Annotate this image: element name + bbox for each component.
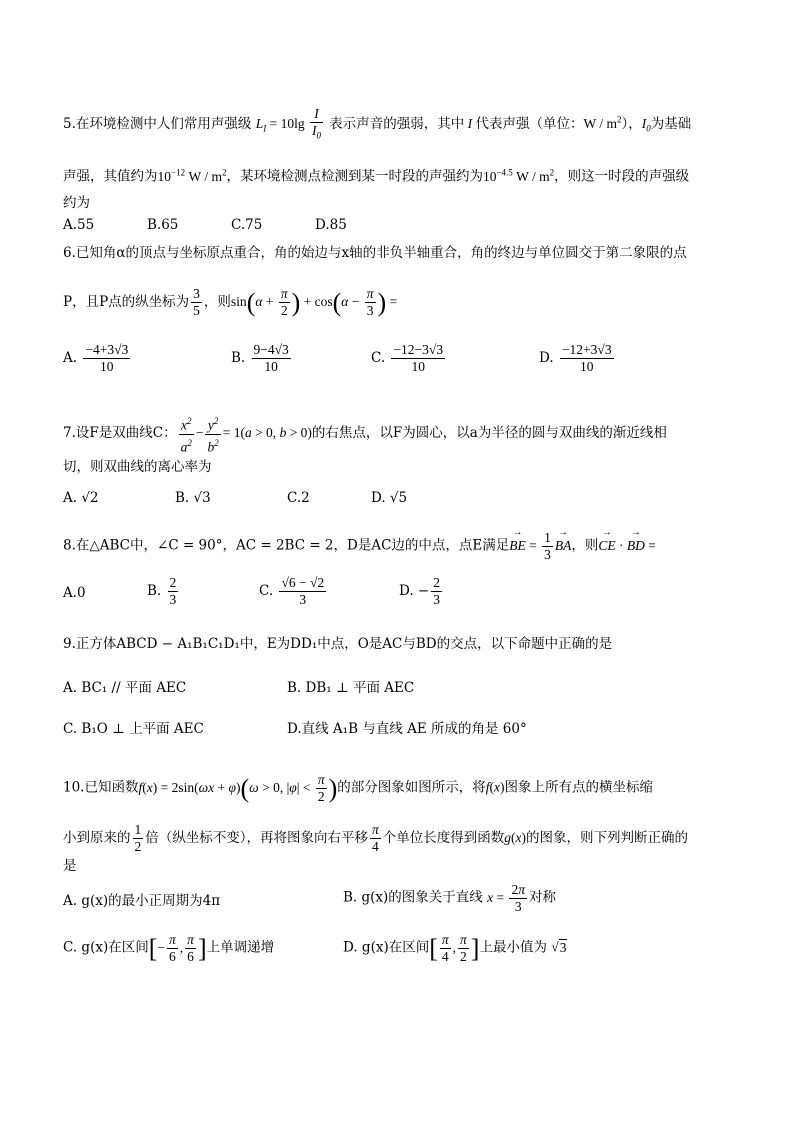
q5-text-a: 5.在环境检测中人们常用声强级: [63, 115, 252, 132]
q10-line2: 小到原来的 $\frac{1}{2}$ 倍（纵坐标不变），再将图象向右平移 $\frac{\pi}{4}$ 个单位长度得到函数g(x)的图象，则下列判断正确的: [63, 822, 689, 854]
q10-line1-b: 的部分图象如图所示，将: [337, 779, 486, 796]
q9-line1: 9.正方体ABCD − A₁B₁C₁D₁中，E为DD₁中点，O是AC与BD的交点，以下命题中正确的是: [63, 636, 613, 652]
q7-line1-b: 的右焦点，以F为圆心，以a为半径的圆与双曲线的渐近线相: [311, 425, 667, 442]
q7-line1: 7.设F是双曲线C： $\frac{x^2}{a^2}$ − $\frac{y^2}{b^2}$ = 1(a > 0, b > 0)的右焦点，以F为圆心，以a为半径的圆与双曲线的渐近线相: [63, 413, 732, 455]
q5-line1: 5.在环境检测中人们常用声强级 $L_I = 10\lg$ $\frac{I}{I_0}$ 表示声音的强弱，其中 I 代表声强（单位：W / $m^2$），$I_0$为基础: [63, 106, 692, 141]
q10-line2-a: 小到原来的: [63, 830, 131, 846]
q5-line2-a: 声强，其值约为: [63, 168, 158, 185]
q10-line1: 10.已知函数f(x) = 2sin(ωx + φ)(ω > 0, |φ| < $\frac{\pi}{2}$ )的部分图象如图所示，将f(x)图象上所有点的横坐标缩: [63, 772, 654, 804]
q5-text-d: ），: [621, 115, 642, 132]
q10-line1-c: 图象上所有点的横坐标缩: [504, 779, 654, 796]
q9-option-b: B. DB₁ ⊥ 平面 AEC: [287, 680, 415, 696]
q8-option-d: D. − $\frac{2}{3}$: [399, 575, 440, 607]
q6-line2-a: P，且P点的纵坐标为: [63, 294, 190, 310]
q10-option-d: D. g(x)在区间[ $\frac{\pi}{4}$ , $\frac{\pi}{2}$ ]上最小值为 √3: [343, 932, 567, 964]
q10-line1-a: 10.已知函数: [63, 779, 139, 796]
q7-option-b: B. √3: [175, 490, 211, 506]
q8-line1-b: ，则: [571, 537, 599, 554]
q7-option-c: C.2: [287, 490, 310, 506]
q7-line2: 切，则双曲线的离心率为: [63, 459, 212, 475]
q10-line3: 是: [63, 858, 77, 874]
q8-line1: 8.在△ABC中，∠C = 90°，AC = 2BC = 2，D是AC边的中点，点E满足→ BE = $\frac{1}{3}$ → BA，则→ CE · → BD =: [63, 530, 732, 563]
q6-line2-b: ，则: [203, 294, 231, 310]
q5-text-b: 表示声音的强弱，其中: [329, 115, 465, 132]
q7-option-a: A. √2: [63, 490, 99, 506]
q5-line2: 声强，其值约为$10^{-12}$ W / $m^2$，某环境检测点检测到某一时段的声强约为$10^{-4.5}$ W / $m^2$，则这一时段的声强级: [63, 167, 690, 185]
q6-option-c: C. $\frac{-12-3√3}{10}$: [371, 342, 444, 374]
q6-option-d: D. $\frac{-12+3√3}{10}$: [539, 342, 612, 374]
q8-option-c: C. $\frac{√6 - √2}{3}$: [259, 575, 325, 607]
q10-option-b: B. g(x)的图象关于直线 x = $\frac{2\pi}{3}$ 对称: [343, 882, 556, 914]
q5-option-a: A.55: [63, 217, 95, 233]
q6-option-a: A. $\frac{-4+3√3}{10}$: [63, 342, 129, 374]
q10-line2-d: 的图象，则下列判断正确的: [526, 830, 689, 846]
q6-line2: P，且P点的纵坐标为 $\frac{3}{5}$ ，则sin(α + $\frac{\pi}{2}$ ) + cos(α − $\frac{\pi}{3}$ ) =: [63, 286, 398, 319]
q6-option-b: B. $\frac{9-4√3}{10}$: [231, 342, 289, 374]
q5-option-b: B.65: [147, 217, 179, 233]
q5-line2-c: ，则这一时段的声强级: [554, 168, 690, 185]
q9-option-c: C. B₁O ⊥ 上平面 AEC: [63, 721, 204, 737]
q5-line2-b: ，某环境检测点检测到某一时段的声强约为: [226, 168, 483, 185]
q6-line1: 6.已知角α的顶点与坐标原点重合，角的始边与x轴的非负半轴重合，角的终边与单位圆交于第二象限的点: [63, 245, 687, 261]
q5-text-c: 代表声强（单位：: [475, 115, 584, 132]
q8-option-a: A.0: [63, 585, 86, 601]
q10-line2-c: 个单位长度得到函数: [382, 830, 505, 846]
q5-text-e: 为基础: [650, 115, 692, 132]
q9-option-a: A. BC₁ // 平面 AEC: [63, 680, 187, 696]
q5-option-c: C.75: [231, 217, 263, 233]
q7-option-d: D. √5: [371, 490, 408, 506]
q10-option-a: A. g(x)的最小正周期为4π: [63, 893, 221, 909]
q10-option-c: C. g(x)在区间[− $\frac{\pi}{6}$ , $\frac{\pi}{6}$ ]上单调递增: [63, 932, 275, 964]
q5-option-d: D.85: [315, 217, 347, 233]
q8-line1-a: 8.在△ABC中，∠C = 90°，AC = 2BC = 2，D是AC边的中点，点E满足: [63, 537, 510, 554]
q9-option-d: D.直线 A₁B 与直线 AE 所成的角是 60°: [287, 721, 527, 737]
q7-line1-a: 7.设F是双曲线C：: [63, 425, 177, 442]
q8-option-b: B. $\frac{2}{3}$: [147, 575, 177, 607]
q5-formula: $L_I = 10\lg$ $\frac{I}{I_0}$: [255, 106, 321, 141]
q10-line2-b: 倍（纵坐标不变），再将图象向右平移: [145, 830, 368, 846]
q5-line3: 约为: [63, 195, 90, 211]
